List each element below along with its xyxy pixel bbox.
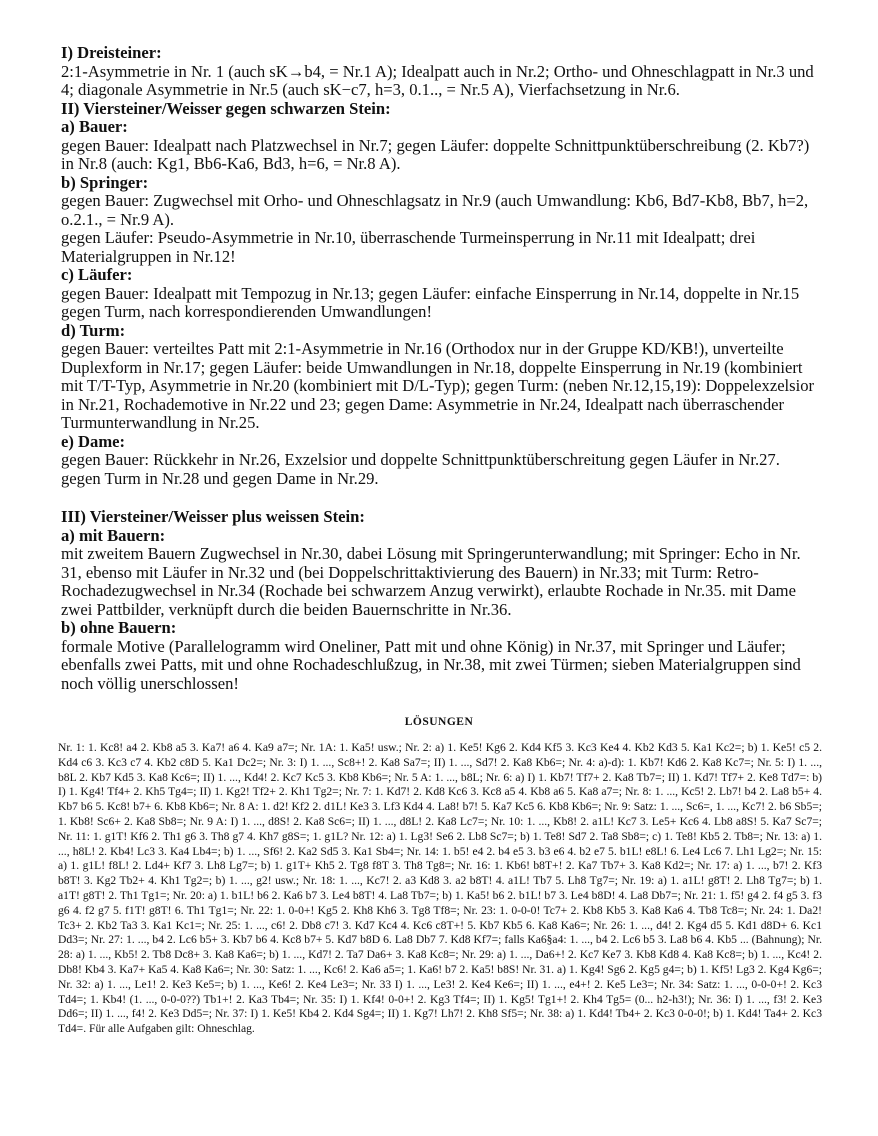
solutions-text: Nr. 1: 1. Kc8! a4 2. Kb8 a5 3. Ka7! a6 4. Ka9 a7=; Nr. 1A: 1. Ka5! usw.; Nr. 2: a) 1. Ke5! Kg6 2. Kd4 Kf5 3. Kc3 Ke4 4. Kb2 Kd3 5. Ka1 Kc2=; b) 1. Ke5! c5 2. Kd4 c6 3. Kc3 c7 4. Kb2 c8D 5. Ka1 Dc2=; Nr. 3: I) 1. ..., Sc8+! 2. Ka8 Sa7=; II) 1. ..., Sd7! 2. Ka8 Kb6=; Nr. 4: a)-d): 1. Kb7! Kd6 2. Ka8 Kc7=; Nr. 5: I) 1. ..., b8L 2. Kb7 Kd5 3. Ka8 Kc6=; II) 1. ..., Kd4! 2. Kc7 Kc5 3. Kb8 Kb6=; Nr. 5 A: 1. ..., b8L; Nr. 6: a) I) 1. Kb7! Tf7+ 2. Ka8 Tb7=; II) 1. Kd7! Tf7+ 2. Ke8 Td7=: b) I) 1. Kg4! Tf4+ 2. Kh5 Tg4=; II) 1. Kg2! Tf2+ 2. Kh1 Tg2=; Nr. 7: 1. Kd7! 2. Kd8 Kc6 3. Kc8 a5 4. Kb8 a6 5. Ka8 a7=; Nr. 8: 1. ..., Kc5! 2. Lb7! b4 2. La8 b5+ 4. Kb7 b6 5. Kc8! b7+ 6. Kb8 Kb6=; Nr. 8 A: 1. d2! Kf2 2. d1L! Ke3 3. Lf3 Kd4 4. La8! b7! 5. Ka7 Kc5 6. Kb8 Kb6=; Nr. 9: Satz: 1. ..., Sc6=, 1. ..., Kc7! 2. b6 Sb5=; 1. Kb8! Sc6+ 2. Ka8 Sb8=; Nr. 9 A: I) 1. ..., d8S! 2. Ka8 Sc6=; II) 1. ..., d8L! 2. Ka8 Lc7=; Nr. 10: 1. ..., Kb8! 2. a1L! Kc7 3. Le5+ Kc6 4. Lb8 a8S! 5. Ka7 Sc7=; Nr. 11: 1. g1T! Kf6 2. Th1 g6 3. Th8 g7 4. Kh7 g8S=; 1. g1L? Nr. 12: a) 1. Lg3! Se6 2. Lb8 Sc7=; b) 1. Te8! Sd7 2. Ta8 Sb8=; c) 1. Te8! Kb5 2. Tb8=; Nr. 13: a) 1. ..., h8L! 2. Kb4! Lc3 3. Ka4 Lb4=; b) 1. ..., Sf6! 2. Ka2 Sd5 3. Ka1 Sb4=; Nr. 14: 1. b5! e4 2. b4 e5 3. b3 e6 4. b2 e7 5. b1L! e8L! 6. Le4 Lc6 7. Lh1 Lg2=; Nr. 15: a) 1. g1L! f8L! 2. Ld4+ Kf7 3. Lh8 Lg7=; b) 1. g1T+ Kh5 2. Tg8 f8T 3. Th8 Tg8=; Nr. 16: 1. Kb6! b8T+! 2. Ka7 Tb7+ 3. Ka8 Kd2=; Nr. 17: a) 1. ..., b7! 2. Kf3 b8T! 3. Kg2 Tb2+ 4. Kh1 Tg2=; b) 1. ..., g2! usw.; Nr. 18: 1. ..., Kc7! 2. a3 Kd8 3. a2 b8T! 4. a1L! Tb7 5. Lh8 Tg7=; Nr. 19: a) 1. a1L! g8T! 2. Lh8 Tg7=; b) 1. a1T! g8T! 2. Th1 Tg1=; Nr. 20: a) 1. b1L! b6 2. Ka6 b7 3. Le4 b8T! 4. La8 Tb7=; b) 1. Ka5! b6 2. b1L! b7 3. Le4 b8D! 4. La8 Db7=; Nr. 21: 1. f5! g4 2. f4 g5 3. f3 g6 4. f2 g7 5. f1T! g8T! 6. Th1 Tg1=; Nr. 22: 1. 0-0+! Kg5 2. Kh8 Kh6 3. Tg8 Tf8=; Nr. 23: 1. 0-0-0! Tc7+ 2. Kb8 Kb5 3. Ka8 Ka6 4. Tb8 Tc8=; Nr. 24: 1. Da2! Tc3+ 2. Kb2 Ta3 3. Ka1 Kc1=; Nr. 25: 1. ..., c6! 2. Db8 c7! 3. Kd7 Kc4 4. Kc6 c8T+! 5. Kb7 Kb5 6. Ka8 Ka6=; Nr. 26: 1. ..., d4! 2. Kg4 d5 5. Kd1 d8D+ 6. Kc1 Dd3=; Nr. 27: 1. ..., b4 2. Lc6 b5+ 3. Kb7 b6 4. Kc8 b7+ 5. Kd7 b8D 6. La8 Db7 7. Kd8 Kf7=; falls Ka6§a4: 1. ..., b4 2. Lc6 b5 3. La8 b6 4. Kb5 ... (Bahnung); Nr. 28: a) 1. ..., Kb5! 2. Tb8 Dc8+ 3. Ka8 Ka6=; b) 1. ..., Kd7! 2. Ta7 Da6+ 3. Ka8 Kc8=; Nr. 29: a) 1. ..., Da6+! 2. Kc7 Ke7 3. Kb8 Kd8 4. Ka8 Kc8=; b) 1. ..., Kc4! 2. Db8! Kb4 3. Ka7+ Ka5 4. Ka8 Ka6=; Nr. 30: Satz: 1. ..., Kc6! 2. Ka6 a5=; 1. Ka6! b7 2. Ka5! b8S! Nr. 31. a) 1. Kg4! Sg6 2. Kg5 g4=; b) 1. Kf5! Lg3 2. Kg4 Kg6=; Nr. 32: a) 1. ..., Le1! 2. Ke3 Ke5=; b) 1. ..., Ke6! 2. Ke4 Le3=; Nr. 33 I) 1. ..., Le3! 2. Ke4 Ke6=; II) 1. ..., e4+! 2. Ke5 Le3=; Nr. 34: Satz: 1. ..., 0-0-0+! 2. Kc3 Td4=; 1. Kb4! (1. ..., 0-0-0??) Tb1+! 2. Ka3 Tb4=; Nr. 35: I) 1. Kf4! 0-0+! 2. Kg3 Tf4=; II) 1. Kg5! Tg1+! 2. Kh4 Tg5= (0... h2-h3!); Nr. 36: I) 1. ..., f3! 2. Ke3 Dd6=; II) 1. ..., f4! 2. Ke3 Dd5=; Nr. 37: I) 1. Ke5! Kb4 2. Kd4 Sg4=; II) 1. Kg7! Lh7! 2. Kh8 Sf5=; Nr. 38: a) 1. Kd4! Tb4+ 2. Kc3 0-0-0!; b) 1. Kd4! Ta4+ 2. Kc3 Td4=. Für alle Aufgaben gilt: Ohneschlag.: [58, 741, 822, 1036]
subheading-mit-bauern: a) mit Bauern:: [61, 525, 166, 545]
paragraph-mit-bauern: mit zweitem Bauern Zugwechsel in Nr.30, dabei Lösung mit Springerunterwandlung; mit Springer: Echo in Nr. 31, ebenso mit Läufer in Nr.32 und (bei Doppelschrittaktivierung des Bauern) in Nr.33; mit Turm: Retro-Rochadezugwechsel in Nr.34 (Rochade bei schwarzem Anzug verwirkt), erlaubte Rochade in Nr.35. mit Dame zwei Pattbilder, verknüpft durch die beiden Bauernschritte in Nr.36.: [61, 544, 801, 619]
subheading-ohne-bauern: b) ohne Bauern:: [61, 618, 177, 637]
subheading-turm: d) Turm:: [61, 320, 126, 340]
paragraph-bauer: gegen Bauer: Idealpatt nach Platzwechsel in Nr.7; gegen Läufer: doppelte Schnittpunktüberschreibung (2. Kb7?) in Nr.8 (auch: Kg1, Bb6-Ka6, Bd3, h=6, = Nr.8 A).: [61, 135, 810, 173]
paragraph-turm: gegen Bauer: verteiltes Patt mit 2:1-Asymmetrie in Nr.16 (Orthodox nur in der Gruppe KD/KB!), unverteilte Duplexform in Nr.17; gegen Läufer: beide Umwandlungen in Nr.18, doppelte Einsperrung in Nr.19 (kombiniert mit T/T-Typ, Asymmetrie in Nr.20 (kombiniert mit D/L-Typ); gegen Turm: (neben Nr.12,15,19): Doppelexzelsior in Nr.21, Rochademotive in Nr.22 und 23; gegen Dame: Asymmetrie in Nr.24, Idealpatt nach überraschender Turmunterwandlung in Nr.25.: [61, 339, 815, 432]
subheading-bauer: a) Bauer:: [61, 117, 128, 136]
theme-overview: [61, 44, 821, 693]
paragraph-springer-1: gegen Bauer: Zugwechsel mit Orho- und Ohneschlagsatz in Nr.9 (auch Umwandlung: Kb6, Bd7-Kb8, Bb7, h=2, o.2.1., = Nr.9 A).: [61, 191, 809, 229]
paragraph-dame: gegen Bauer: Rückkehr in Nr.26, Exzelsior und doppelte Schnittpunktüberschreitung gegen Läufer in Nr.27. gegen Turm in Nr.28 und gegen Dame in Nr.29.: [61, 450, 780, 488]
paragraph-springer-2: gegen Läufer: Pseudo-Asymmetrie in Nr.10, überraschende Turmeinsperrung in Nr.11 mit Idealpatt; drei Materialgruppen in Nr.12!: [61, 228, 756, 266]
section-heading-3: III) Viersteiner/Weisser plus weissen Stein:: [61, 507, 365, 526]
paragraph-laeufer: gegen Bauer: Idealpatt mit Tempozug in Nr.13; gegen Läufer: einfache Einsperrung in Nr.14, doppelte in Nr.15 gegen Turm, nach korrespondierenden Umwandlungen!: [61, 283, 800, 321]
solutions-title: LÖSUNGEN: [404, 716, 474, 728]
paragraph-1: 2:1-Asymmetrie in Nr. 1 (auch sK→b4, = Nr.1 A); Idealpatt auch in Nr.2; Ortho- und Ohneschlagpatt in Nr.3 und 4; diagonale Asymmetrie in Nr.5 (auch sK−c7, h=3, 0.1.., = Nr.5 A), Vierfachsetzung in Nr.6.: [61, 61, 814, 99]
subheading-laeufer: c) Läufer:: [61, 265, 133, 284]
subheading-dame: e) Dame:: [61, 431, 126, 451]
subheading-springer: b) Springer:: [61, 172, 149, 192]
section-heading-1: I) Dreisteiner:: [61, 43, 162, 62]
paragraph-ohne-bauern: formale Motive (Parallelogramm wird Oneliner, Patt mit und ohne König) in Nr.37, mit Springer und Läufer; ebenfalls zwei Patts, mit und ohne Rochadeschlußzug, in Nr.38, mit zwei Türmen; sieben Materialgruppen sind noch völlig unerschlossen!: [61, 636, 801, 693]
section-heading-2: II) Viersteiner/Weisser gegen schwarzen Stein:: [61, 98, 391, 118]
